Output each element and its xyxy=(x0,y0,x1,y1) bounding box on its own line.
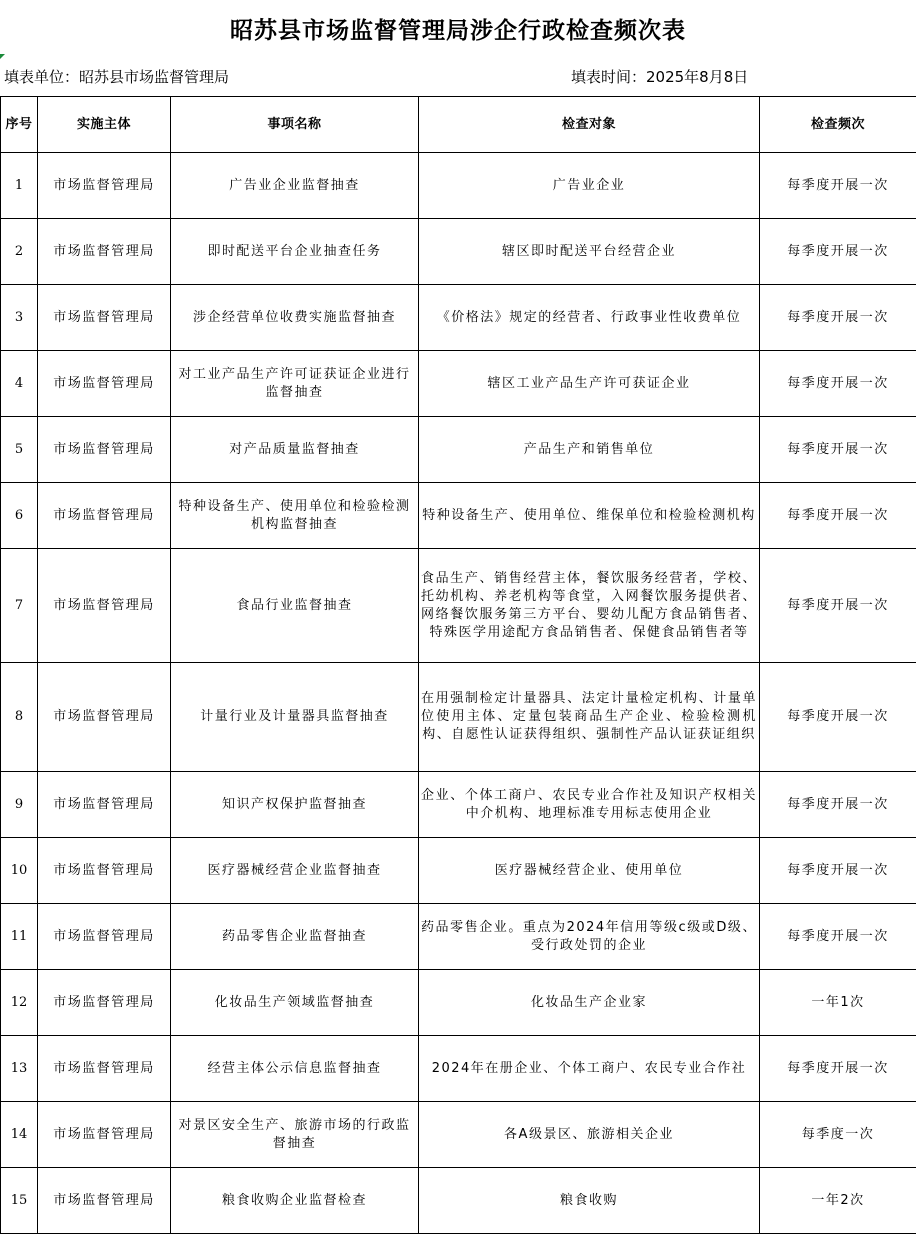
table-row xyxy=(1,351,916,417)
row-subject: 市场监督管理局 xyxy=(38,351,171,417)
table-row xyxy=(1,153,916,219)
table-row xyxy=(1,483,916,549)
row-target: 2024年在册企业、个体工商户、农民专业合作社 xyxy=(419,1036,760,1102)
row-number: 8 xyxy=(1,663,38,772)
row-frequency: 每季度开展一次 xyxy=(760,285,916,351)
row-target: 化妆品生产企业家 xyxy=(419,970,760,1036)
row-frequency: 一年2次 xyxy=(760,1168,916,1234)
row-number: 2 xyxy=(1,219,38,285)
row-subject: 市场监督管理局 xyxy=(38,1102,171,1168)
row-item: 对景区安全生产、旅游市场的行政监督抽查 xyxy=(171,1102,419,1168)
table-row xyxy=(1,1036,916,1102)
row-frequency: 每季度开展一次 xyxy=(760,1036,916,1102)
row-target: 广告业企业 xyxy=(419,153,760,219)
header-target: 检查对象 xyxy=(419,97,760,153)
row-target: 粮食收购 xyxy=(419,1168,760,1234)
row-number: 9 xyxy=(1,772,38,838)
cell-corner-marker xyxy=(0,54,5,59)
row-item: 涉企经营单位收费实施监督抽查 xyxy=(171,285,419,351)
row-subject: 市场监督管理局 xyxy=(38,1168,171,1234)
header-item: 事项名称 xyxy=(171,97,419,153)
row-subject: 市场监督管理局 xyxy=(38,549,171,663)
table-row xyxy=(1,904,916,970)
row-item: 计量行业及计量器具监督抽查 xyxy=(171,663,419,772)
row-target: 在用强制检定计量器具、法定计量检定机构、计量单位使用主体、定量包装商品生产企业、检验检测机构、自愿性认证获得组织、强制性产品认证获证组织 xyxy=(419,663,760,772)
row-subject: 市场监督管理局 xyxy=(38,219,171,285)
row-frequency: 一年1次 xyxy=(760,970,916,1036)
row-target: 企业、个体工商户、农民专业合作社及知识产权相关中介机构、地理标准专用标志使用企业 xyxy=(419,772,760,838)
row-target: 医疗器械经营企业、使用单位 xyxy=(419,838,760,904)
table-row xyxy=(1,285,916,351)
row-frequency: 每季度开展一次 xyxy=(760,417,916,483)
row-subject: 市场监督管理局 xyxy=(38,153,171,219)
table-row xyxy=(1,663,916,772)
row-number: 13 xyxy=(1,1036,38,1102)
inspection-table xyxy=(0,96,916,1234)
table-row xyxy=(1,772,916,838)
row-target: 《价格法》规定的经营者、行政事业性收费单位 xyxy=(419,285,760,351)
table-row xyxy=(1,417,916,483)
table-row xyxy=(1,970,916,1036)
row-item: 化妆品生产领域监督抽查 xyxy=(171,970,419,1036)
table-row xyxy=(1,219,916,285)
table-header-row xyxy=(1,97,916,153)
row-item: 特种设备生产、使用单位和检验检测机构监督抽查 xyxy=(171,483,419,549)
row-frequency: 每季度一次 xyxy=(760,1102,916,1168)
row-subject: 市场监督管理局 xyxy=(38,1036,171,1102)
row-item: 医疗器械经营企业监督抽查 xyxy=(171,838,419,904)
row-target: 辖区工业产品生产许可获证企业 xyxy=(419,351,760,417)
row-number: 4 xyxy=(1,351,38,417)
row-target: 食品生产、销售经营主体，餐饮服务经营者，学校、托幼机构、养老机构等食堂，入网餐饮服务提供者、网络餐饮服务第三方平台、婴幼儿配方食品销售者、特殊医学用途配方食品销售者、保健食品销售者等 xyxy=(419,549,760,663)
row-number: 3 xyxy=(1,285,38,351)
row-subject: 市场监督管理局 xyxy=(38,483,171,549)
row-item: 对工业产品生产许可证获证企业进行监督抽查 xyxy=(171,351,419,417)
row-item: 广告业企业监督抽查 xyxy=(171,153,419,219)
row-subject: 市场监督管理局 xyxy=(38,970,171,1036)
row-number: 5 xyxy=(1,417,38,483)
table-row xyxy=(1,838,916,904)
table-row xyxy=(1,549,916,663)
row-item: 经营主体公示信息监督抽查 xyxy=(171,1036,419,1102)
header-frequency: 检查频次 xyxy=(760,97,916,153)
table-row xyxy=(1,1168,916,1234)
row-frequency: 每季度开展一次 xyxy=(760,153,916,219)
row-target: 各A级景区、旅游相关企业 xyxy=(419,1102,760,1168)
row-target: 辖区即时配送平台经营企业 xyxy=(419,219,760,285)
row-subject: 市场监督管理局 xyxy=(38,417,171,483)
header-no: 序号 xyxy=(1,97,38,153)
table-row xyxy=(1,1102,916,1168)
row-number: 11 xyxy=(1,904,38,970)
row-item: 药品零售企业监督抽查 xyxy=(171,904,419,970)
row-frequency: 每季度开展一次 xyxy=(760,772,916,838)
row-item: 粮食收购企业监督检查 xyxy=(171,1168,419,1234)
row-number: 14 xyxy=(1,1102,38,1168)
row-subject: 市场监督管理局 xyxy=(38,285,171,351)
row-number: 15 xyxy=(1,1168,38,1234)
row-frequency: 每季度开展一次 xyxy=(760,838,916,904)
row-frequency: 每季度开展一次 xyxy=(760,483,916,549)
row-target: 产品生产和销售单位 xyxy=(419,417,760,483)
row-target: 药品零售企业。重点为2024年信用等级c级或D级、受行政处罚的企业 xyxy=(419,904,760,970)
row-item: 食品行业监督抽查 xyxy=(171,549,419,663)
row-frequency: 每季度开展一次 xyxy=(760,219,916,285)
row-subject: 市场监督管理局 xyxy=(38,838,171,904)
page-title: 昭苏县市场监督管理局涉企行政检查频次表 xyxy=(230,16,686,44)
row-frequency: 每季度开展一次 xyxy=(760,549,916,663)
row-target: 特种设备生产、使用单位、维保单位和检验检测机构 xyxy=(419,483,760,549)
row-subject: 市场监督管理局 xyxy=(38,904,171,970)
row-number: 1 xyxy=(1,153,38,219)
row-frequency: 每季度开展一次 xyxy=(760,351,916,417)
fill-date-label: 填表时间：2025年8月8日 xyxy=(571,68,749,86)
row-number: 10 xyxy=(1,838,38,904)
row-item: 即时配送平台企业抽查任务 xyxy=(171,219,419,285)
row-subject: 市场监督管理局 xyxy=(38,772,171,838)
header-subject: 实施主体 xyxy=(38,97,171,153)
fill-unit-label: 填表单位：昭苏县市场监督管理局 xyxy=(4,68,230,86)
row-frequency: 每季度开展一次 xyxy=(760,663,916,772)
row-number: 7 xyxy=(1,549,38,663)
row-item: 对产品质量监督抽查 xyxy=(171,417,419,483)
row-number: 12 xyxy=(1,970,38,1036)
row-frequency: 每季度开展一次 xyxy=(760,904,916,970)
row-number: 6 xyxy=(1,483,38,549)
row-item: 知识产权保护监督抽查 xyxy=(171,772,419,838)
row-subject: 市场监督管理局 xyxy=(38,663,171,772)
